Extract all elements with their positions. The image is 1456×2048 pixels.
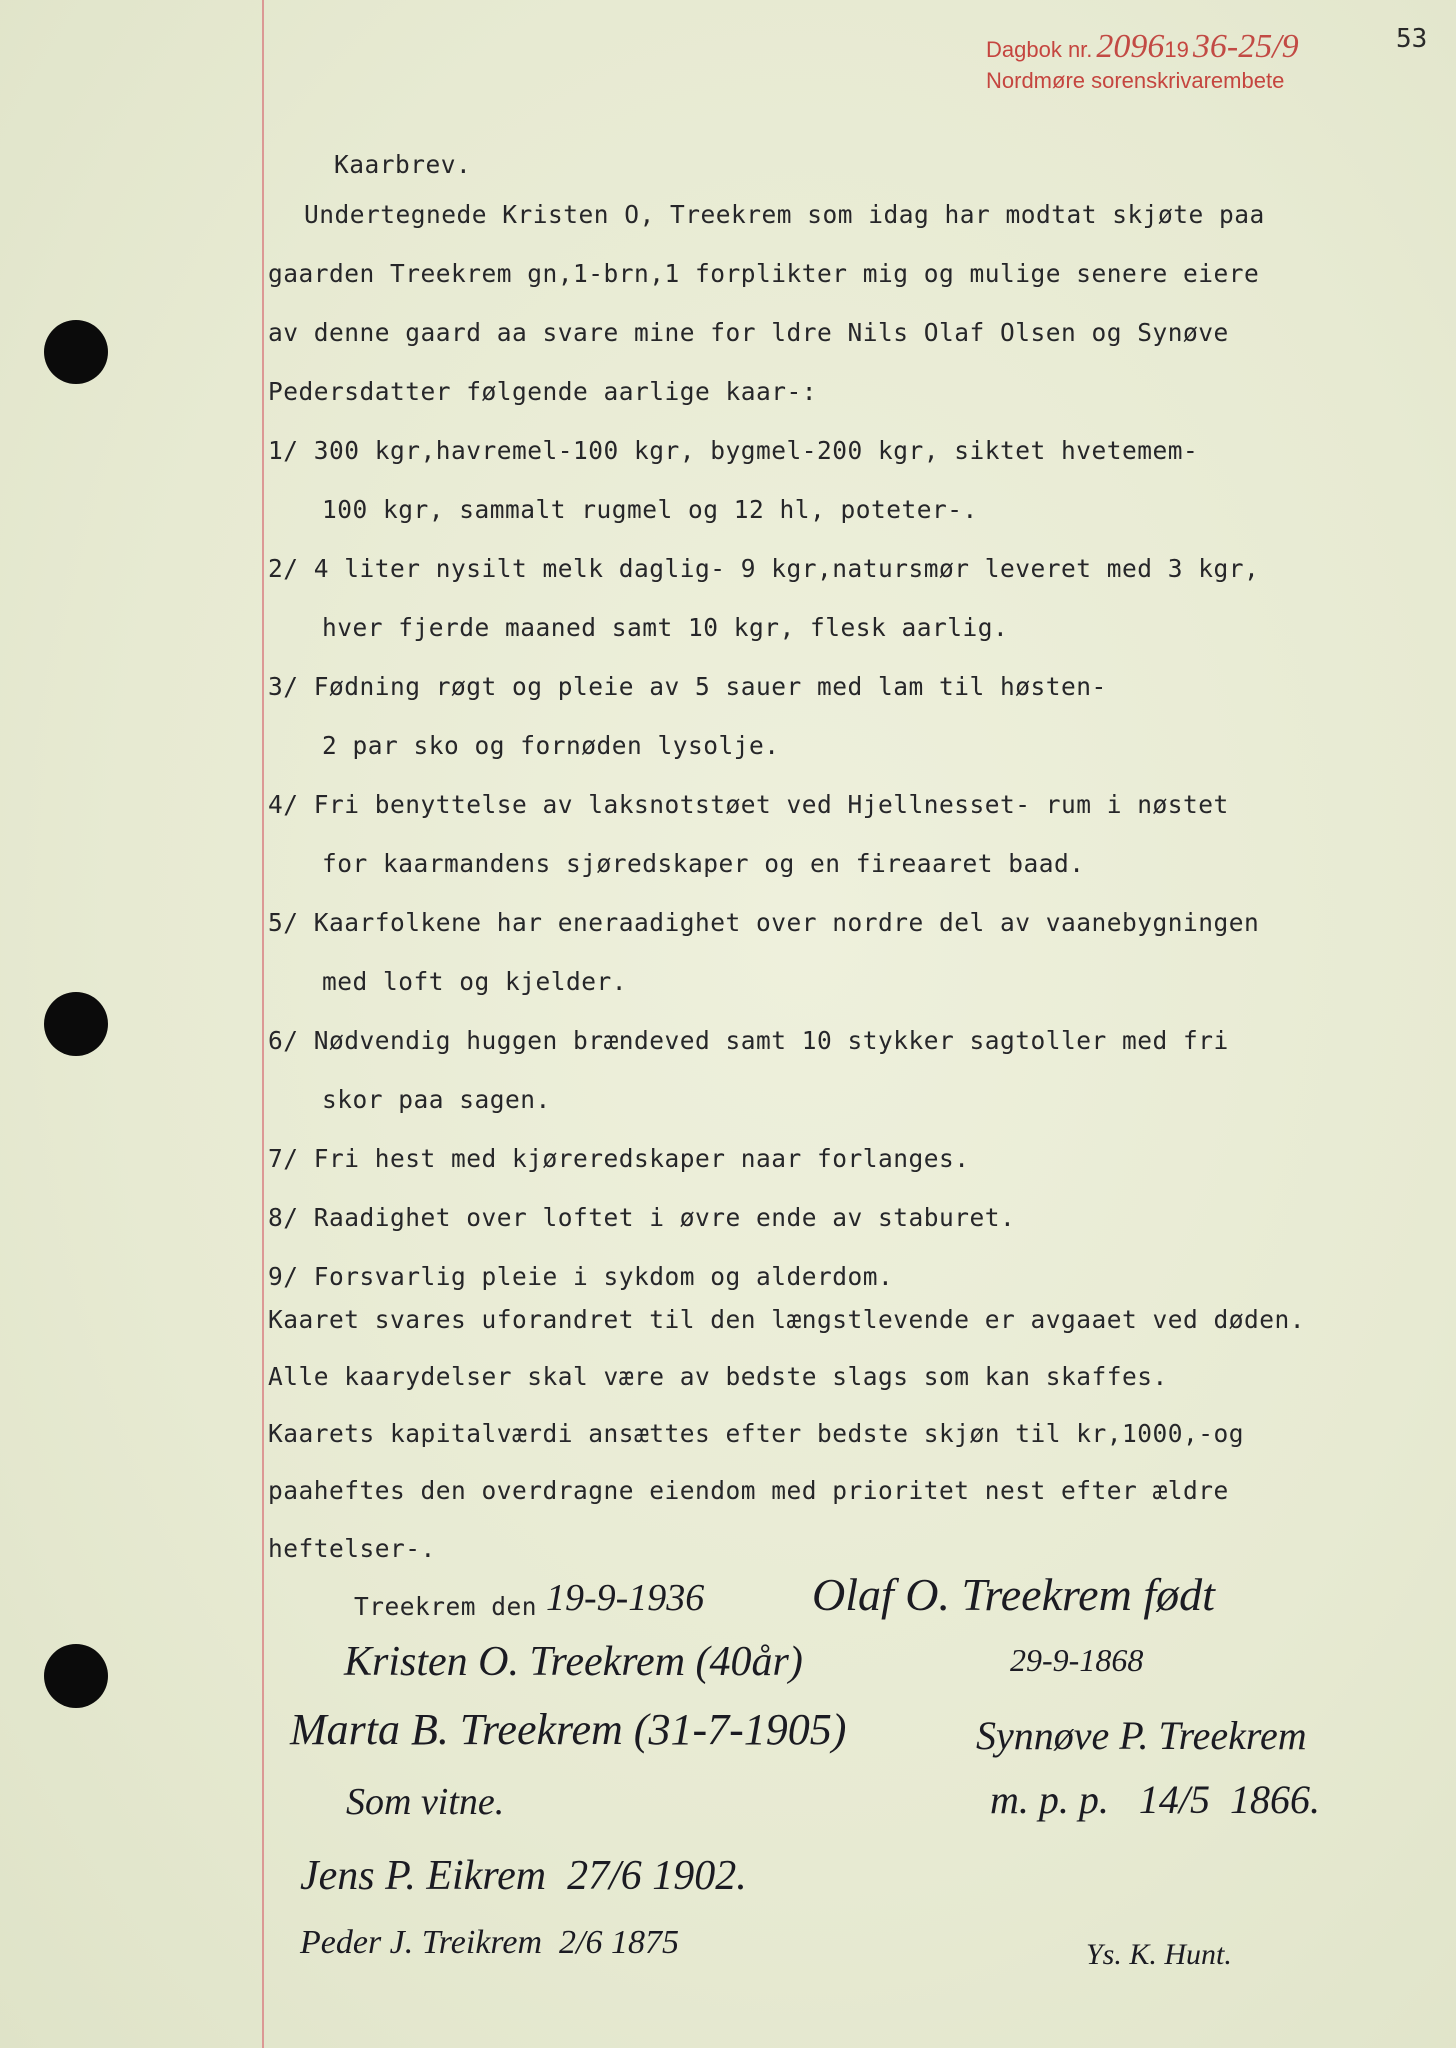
place-date-typed: Treekrem den: [354, 1592, 538, 1621]
typed-line: 1/ 300 kgr,havremel-100 kgr, bygmel-200 kgr, siktet hvetemem-: [268, 436, 1199, 465]
typed-line: 9/ Forsvarlig pleie i sykdom og alderdom.: [268, 1262, 894, 1291]
stamp-prefix: Dagbok nr.: [986, 37, 1093, 62]
typed-line: 7/ Fri hest med kjøreredskaper naar forlanges.: [268, 1144, 970, 1173]
typed-line: av denne gaard aa svare mine for ldre Nils Olaf Olsen og Synøve: [268, 318, 1229, 347]
typed-line: 100 kgr, sammalt rugmel og 12 hl, poteter-.: [322, 495, 978, 524]
typed-line: paaheftes den overdragne eiendom med prioritet nest efter ældre: [268, 1476, 1229, 1505]
witness-signature: Jens P. Eikrem 27/6 1902.: [300, 1853, 747, 1899]
typed-line: 5/ Kaarfolkene har eneraadighet over nordre del av vaanebygningen: [268, 908, 1260, 937]
typed-line: 6/ Nødvendig huggen brændeved samt 10 stykker sagtoller med fri: [268, 1026, 1229, 1055]
stamp-office: Nordmøre sorenskrivarembete: [986, 68, 1285, 93]
witness-label: Som vitne.: [346, 1781, 505, 1823]
stamp-handwritten-date: 36-25/9: [1192, 28, 1299, 65]
typed-line: Alle kaarydelser skal være av bedste slags som kan skaffes.: [268, 1362, 1168, 1391]
typed-line: 2/ 4 liter nysilt melk daglig- 9 kgr,natursmør leveret med 3 kgr,: [268, 554, 1260, 583]
typed-line: Undertegnede Kristen O, Treekrem som idag har modtat skjøte paa: [304, 200, 1265, 229]
signature: Kristen O. Treekrem (40år): [344, 1639, 803, 1685]
journal-stamp: [986, 28, 1299, 94]
typed-line: heftelser-.: [268, 1534, 436, 1563]
typed-line: 2 par sko og fornøden lysolje.: [322, 731, 780, 760]
signature: Olaf O. Treekrem født: [812, 1569, 1215, 1620]
clerk-signoff: Ys. K. Hunt.: [1086, 1938, 1232, 1971]
signature: Marta B. Treekrem (31-7-1905): [290, 1705, 847, 1754]
typed-line: 8/ Raadighet over loftet i øvre ende av staburet.: [268, 1203, 1016, 1232]
typed-line: med loft og kjelder.: [322, 967, 628, 996]
red-margin-line: [262, 0, 264, 2048]
signature-date: 29-9-1868: [1010, 1642, 1144, 1678]
typed-line: Pedersdatter følgende aarlige kaar-:: [268, 377, 818, 406]
punch-hole-bottom: [44, 1644, 108, 1708]
typed-line: hver fjerde maaned samt 10 kgr, flesk aarlig.: [322, 613, 1009, 642]
typed-line: for kaarmandens sjøredskaper og en fireaaret baad.: [322, 849, 1085, 878]
witness-signature: Peder J. Treikrem 2/6 1875: [300, 1924, 679, 1961]
typed-line: Kaaret svares uforandret til den længstlevende er avgaaet ved døden.: [268, 1305, 1306, 1334]
typed-line: gaarden Treekrem gn,1-brn,1 forplikter mig og mulige senere eiere: [268, 259, 1260, 288]
typed-line: 3/ Fødning røgt og pleie av 5 sauer med lam til høsten-: [268, 672, 1107, 701]
typed-line-heading: Kaarbrev.: [334, 150, 472, 179]
stamp-year-print: 19: [1164, 37, 1189, 62]
typed-line: Kaarets kapitalværdi ansættes efter bedste skjøn til kr,1000,-og: [268, 1419, 1245, 1448]
typed-line: 4/ Fri benyttelse av laksnotstøet ved Hjellnesset- rum i nøstet: [268, 790, 1229, 819]
punch-hole-middle: [44, 992, 108, 1056]
signature-date: m. p. p. 14/5 1866.: [990, 1777, 1320, 1822]
signature: Synnøve P. Treekrem: [976, 1713, 1307, 1758]
stamp-handwritten-number: 2096: [1096, 28, 1165, 65]
place-date-handwritten: 19-9-1936: [546, 1577, 705, 1619]
typed-line: skor paa sagen.: [322, 1085, 551, 1114]
page-number: 53: [1396, 24, 1428, 54]
